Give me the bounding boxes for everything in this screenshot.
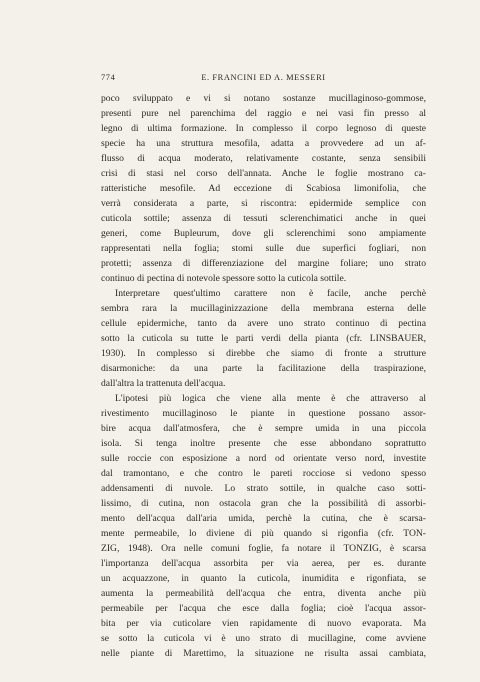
- page-number: 774: [101, 73, 116, 82]
- text-line: mente permeabile, lo diviene di più quando si rigonfia (cfr. TON-: [101, 528, 426, 539]
- text-line: cellule epidermiche, tanto da avere uno strato continuo di pectina: [101, 318, 426, 329]
- text-line: se sotto la cuticola vi è uno strato di mucillagine, come avviene: [101, 633, 426, 644]
- text-line: aumenta la permeabilità dell'acqua che entra, diventa anche più: [101, 588, 426, 599]
- text-line: disarmoniche: da una parte la facilitazione della traspirazione,: [101, 363, 426, 374]
- text-line: legno di ultima formazione. In complesso il corpo legnoso di queste: [101, 123, 426, 134]
- text-line: mento dell'acqua dall'aria umida, perchè la cutina, che è scarsa-: [101, 513, 426, 524]
- text-line: 1930). In complesso si direbbe che siamo di fronte a strutture: [101, 348, 426, 359]
- text-line: dal tramontano, e che contro le pareti rocciose si vedono spesso: [101, 468, 426, 479]
- text-line: Interpretare quest'ultimo carattere non è facile, anche perchè: [115, 288, 426, 299]
- text-line: ratteristiche mesofile. Ad eccezione di Scabiosa limonifolia, che: [101, 183, 426, 194]
- text-line: specie ha una struttura mesofila, adatta a provvedere ad un af-: [101, 138, 426, 149]
- text-line: addensamenti di nuvole. Lo strato sottile, in qualche caso sotti-: [101, 483, 426, 494]
- text-line: bita per via cuticolare vien rapidamente di nuovo evaporata. Ma: [101, 618, 426, 629]
- text-line: rivestimento mucillaginoso le piante in questione possano assor-: [101, 408, 426, 419]
- text-line: nelle piante di Marettimo, la situazione ne risulta assai cambiata,: [101, 648, 426, 659]
- text-line: sembra rara la mucillaginizzazione della membrana esterna delle: [101, 303, 426, 314]
- body-text: [101, 91, 426, 661]
- text-line: cuticola sottile; assenza di tessuti sclerenchimatici anche in quei: [101, 213, 426, 224]
- text-line: lissimo, di cutina, non ostacola gran che la possibilità di assorbi-: [101, 498, 426, 509]
- text-line: poco sviluppato e vi si notano sostanze mucillaginoso-gommose,: [101, 93, 426, 104]
- text-line: continuo di pectina di notevole spessore sotto la cuticola sottile.: [101, 273, 347, 284]
- running-head: E. FRANCINI ED A. MESSERI: [201, 73, 326, 82]
- page-header: [101, 73, 426, 85]
- text-line: un acquazzone, in quanto la cuticola, inumidita e rigonfiata, se: [101, 573, 426, 584]
- text-line: verrà considerata a parte, si riscontra: epidermide semplice con: [101, 198, 426, 209]
- text-line: rappresentati nella foglia; stomi sulle due superfici fogliari, non: [101, 243, 426, 254]
- text-line: L'ipotesi più logica che viene alla mente è che attraverso al: [115, 393, 426, 404]
- text-line: l'importanza dell'acqua assorbita per via aerea, per es. durante: [101, 558, 426, 569]
- text-line: flusso di acqua moderato, relativamente costante, senza sensibili: [101, 153, 426, 164]
- text-line: bire acqua dall'atmosfera, che è sempre umida in una piccola: [101, 423, 426, 434]
- text-line: protetti; assenza di differenziazione del margine foliare; uno strato: [101, 258, 426, 269]
- text-line: ZIG, 1948). Ora nelle comuni foglie, fa notare il TONZIG, è scarsa: [101, 543, 426, 554]
- text-line: presenti pure nel parenchima del raggio e nei vasi fin presso al: [101, 108, 426, 119]
- text-line: crisi di stasi nel corso dell'annata. Anche le foglie mostrano ca-: [101, 168, 426, 179]
- text-line: permeabile per l'acqua che esce dalla foglia; cioè l'acqua assor-: [101, 603, 426, 614]
- text-line: dall'altra la trattenuta dell'acqua.: [101, 378, 226, 389]
- text-line: generi, come Bupleurum, dove gli sclerenchimi sono ampiamente: [101, 228, 426, 239]
- text-line: sotto la cuticola su tutte le parti verdi della pianta (cfr. LINSBAUER,: [101, 333, 426, 344]
- text-line: isola. Si tenga inoltre presente che esse abbondano soprattutto: [101, 438, 426, 449]
- text-line: sulle roccie con esposizione a nord od orientate verso nord, investite: [101, 453, 426, 464]
